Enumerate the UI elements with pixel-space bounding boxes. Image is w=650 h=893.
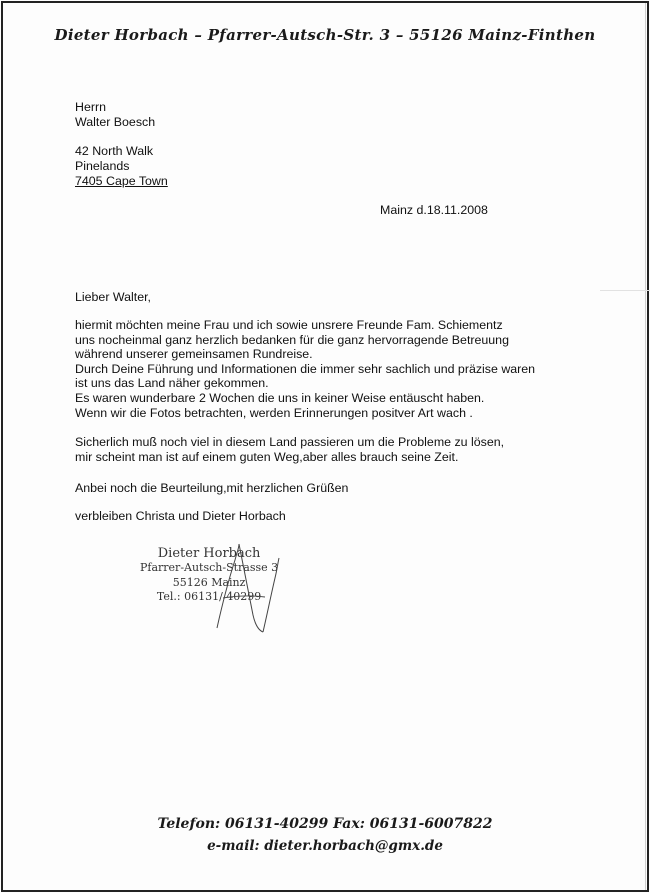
text-line: Wenn wir die Fotos betrachten, werden Erinnerungen positver Art wach . xyxy=(75,405,473,420)
text-line: uns nocheinmal ganz herzlich bedanken für die ganz hervorragende Betreuung xyxy=(75,332,509,347)
text-line: hiermit möchten meine Frau und ich sowie unsrere Freunde Fam. Schiementz xyxy=(75,318,503,332)
recipient-address xyxy=(75,100,168,189)
text-line: mir scheint man ist auf einem guten Weg,aber alles brauch seine Zeit. xyxy=(75,449,459,464)
text-line: ist uns das Land näher gekommen. xyxy=(75,376,269,391)
footer-phone-fax: Telefon: 06131-40299 Fax: 06131-6007822 xyxy=(157,816,493,832)
paragraph-thanks xyxy=(75,318,635,420)
text-line: Durch Deine Führung und Informationen die immer sehr sachlich und präzise waren xyxy=(75,361,536,376)
recipient-name: Walter Boesch xyxy=(75,115,156,129)
recipient-district: Pinelands xyxy=(75,159,130,173)
letter-date: Mainz d.18.11.2008 xyxy=(380,203,488,217)
stamp-phone: Tel.: 06131/ 40299 xyxy=(156,589,262,603)
recipient-street: 42 North Walk xyxy=(75,144,154,158)
footer-email: e-mail: dieter.horbach@gmx.de xyxy=(207,838,443,854)
paragraph-outlook xyxy=(75,435,635,464)
stamp-street: Pfarrer-Autsch-Strasse 3 xyxy=(140,561,279,575)
recipient-salutation: Herrn xyxy=(75,100,106,114)
letterhead: Dieter Horbach – Pfarrer-Autsch-Str. 3 – 55126 Mainz-Finthen xyxy=(54,26,596,44)
handwritten-signature xyxy=(195,540,295,640)
text-line: Es waren wunderbare 2 Wochen die uns in keiner Weise entäuscht haben. xyxy=(75,390,485,405)
text-line: Sicherlich muß noch viel in diesem Land passieren um die Probleme zu lösen, xyxy=(75,435,505,449)
recipient-city: 7405 Cape Town xyxy=(75,174,168,188)
closing-line: verbleiben Christa und Dieter Horbach xyxy=(75,509,286,523)
stamp-name: Dieter Horbach xyxy=(157,546,261,561)
text-line: während unserer gemeinsamen Rundreise. xyxy=(75,347,313,362)
scan-edge xyxy=(645,3,646,890)
greeting: Lieber Walter, xyxy=(75,290,151,304)
fold-mark xyxy=(600,290,650,291)
enclosure-line: Anbei noch die Beurteilung,mit herzlichen Grüßen xyxy=(75,481,349,495)
stamp-city: 55126 Mainz xyxy=(172,575,246,589)
